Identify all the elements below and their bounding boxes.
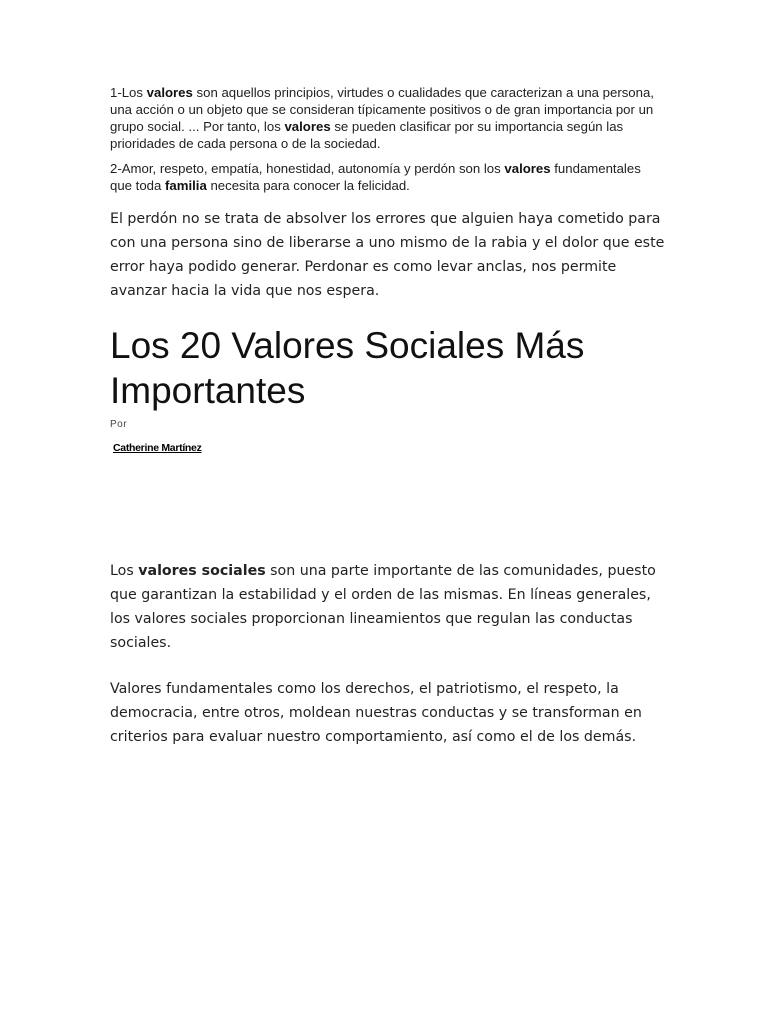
paragraph-forgiveness: El perdón no se trata de absolver los errores que alguien haya cometido para con una persona sino de liberarse a uno mismo de la rabia y el dolor que este error haya podido generar. Perdonar es como levar anclas, nos permite avanzar hacia la vida que nos espera. — [110, 211, 665, 299]
paragraph-fundamental-values: Valores fundamentales como los derechos, el patriotismo, el respeto, la democracia, entre otros, moldean nuestras conductas y se transforman en criterios para evaluar nuestro comportamiento, así como el de los demás. — [110, 681, 642, 745]
paragraph-social-values — [110, 559, 665, 655]
bold-keyword: valores — [504, 161, 551, 176]
text-segment: 1-Los — [110, 85, 147, 100]
bold-keyword: valores sociales — [138, 563, 266, 579]
text-segment: Los — [110, 563, 139, 579]
text-segment: 2-Amor, respeto, empatía, honestidad, autonomía y perdón son los — [110, 161, 505, 176]
text-segment: son una parte importante de las comunidades, puesto que garantizan la estabilidad y el orden de las mismas. En líneas generales, los valores sociales proporcionan lineamientos que regulan las conductas sociales. — [110, 563, 656, 651]
text-segment: necesita para conocer la felicidad. — [206, 178, 410, 193]
text-segment: fundamentales que toda — [110, 161, 641, 193]
bold-keyword: valores — [146, 85, 193, 100]
paragraph-values-definition — [110, 84, 655, 152]
paragraph-family-values — [110, 160, 655, 194]
author-link[interactable]: Catherine Martínez — [113, 442, 202, 454]
text-segment: se pueden clasificar por su importancia según las prioridades de cada persona o de la sociedad. — [110, 119, 624, 151]
text-segment: son aquellos principios, virtudes o cualidades que caracterizan a una persona, una acción o un objeto que se consideran típicamente positivos o de gran importancia por un grupo social. ... Por tanto, los — [110, 85, 654, 134]
bold-keyword: familia — [165, 178, 207, 193]
byline-label: Por — [110, 419, 128, 430]
bold-keyword: valores — [284, 119, 331, 134]
article-title: Los 20 Valores Sociales Más Importantes — [110, 325, 585, 411]
